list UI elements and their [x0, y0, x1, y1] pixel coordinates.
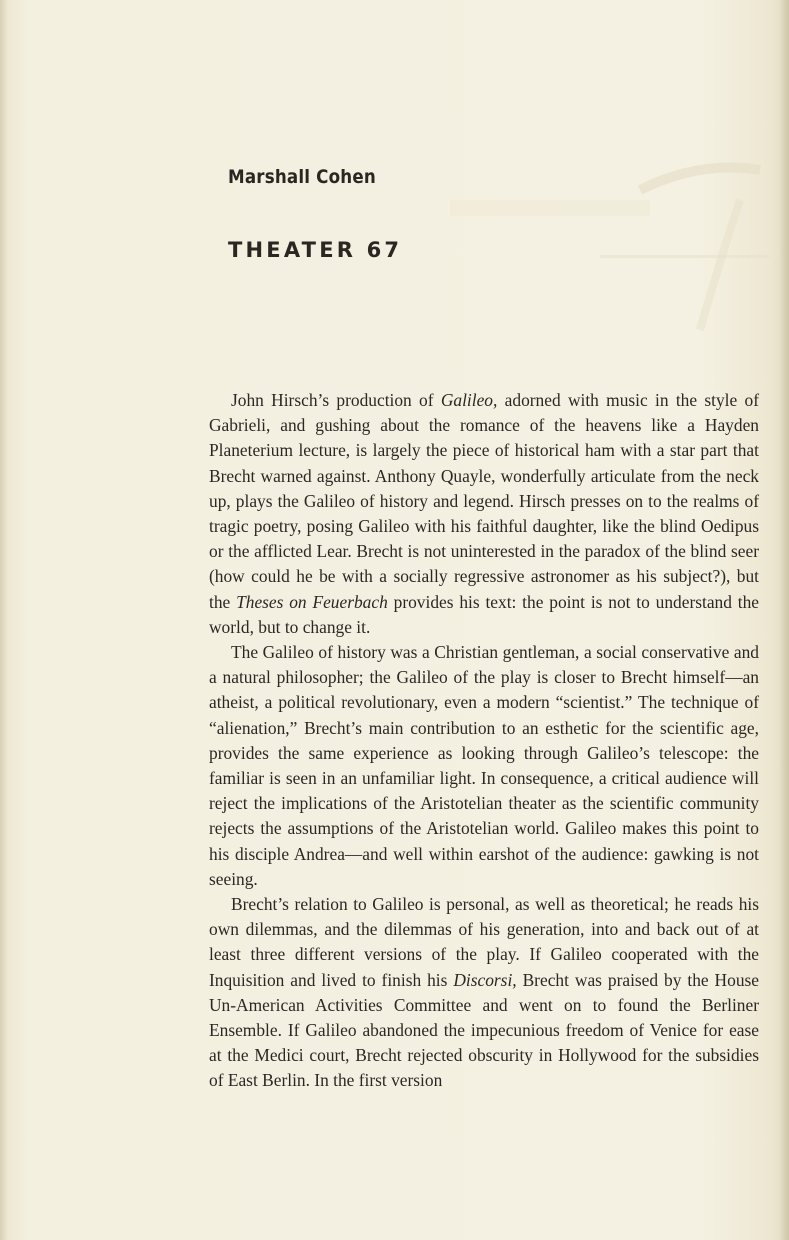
body-paragraph	[209, 640, 759, 892]
italic-title: Galileo,	[440, 390, 498, 410]
italic-title: Theses on Feuerbach	[236, 591, 388, 612]
italic-title: Discorsi,	[453, 969, 517, 990]
text-run: provides his text: the point is not to understand the world, but to change it.	[209, 591, 760, 637]
author-name: Marshall Cohen	[228, 166, 376, 188]
body-paragraph	[209, 892, 759, 1094]
text-run: adorned with music in the style of Gabrieli, and gushing about the romance of the heavens like a Hayden Planeterium lecture, is largely the piece of historical ham with a star part that Brecht warned against. Anthony Quayle, wonderfully articulate from the neck up, plays the Galileo of history and legend. Hirsch presses on to the realms of tragic poetry, posing Galileo with his faithful daughter, like the blind Oedipus or the afflicted Lear. Brecht is not uninterested in the paradox of the blind seer (how could he be with a socially regressive astronomer as his subject?), but the	[209, 390, 759, 612]
text-run: The Galileo of history was a Christian gentleman, a social conservative and a natural philosopher; the Galileo of the play is closer to Brecht himself—an atheist, a political revolutionary, even a modern “scientist.” The technique of “alienation,” Brecht’s main contribution to an esthetic for the scientific age, provides the same experience as looking through Galileo’s telescope: the familiar is seen in an unfamiliar light. In consequence, a critical audience will reject the implications of the Aristotelian theater as the scientific community rejects the assumptions of the Aristotelian world. Galileo makes this point to his disciple Andrea—and well within earshot of the audience: gawking is not seeing.	[209, 642, 759, 889]
article-title: THEATER 67	[228, 238, 403, 262]
text-run: John Hirsch’s production of	[231, 390, 441, 410]
article-body	[209, 388, 759, 1094]
page-gutter-shadow	[0, 0, 8, 1240]
page-edge-shadow	[779, 0, 789, 1240]
text-run: Brecht was praised by the House Un-American Activities Committee and went on to found the Berliner Ensemble. If Galileo abandoned the impecunious freedom of Venice for ease at the Medici court, Brecht rejected obscurity in Hollywood for the subsidies of East Berlin. In the first version	[209, 969, 759, 1091]
text-run: Brecht’s relation to Galileo is personal, as well as theoretical; he reads his own dilemmas, and the dilemmas of his generation, into and back out of at least three different versions of the play. If Galileo cooperated with the Inquisition and lived to finish his	[209, 894, 759, 990]
body-paragraph	[209, 388, 759, 640]
